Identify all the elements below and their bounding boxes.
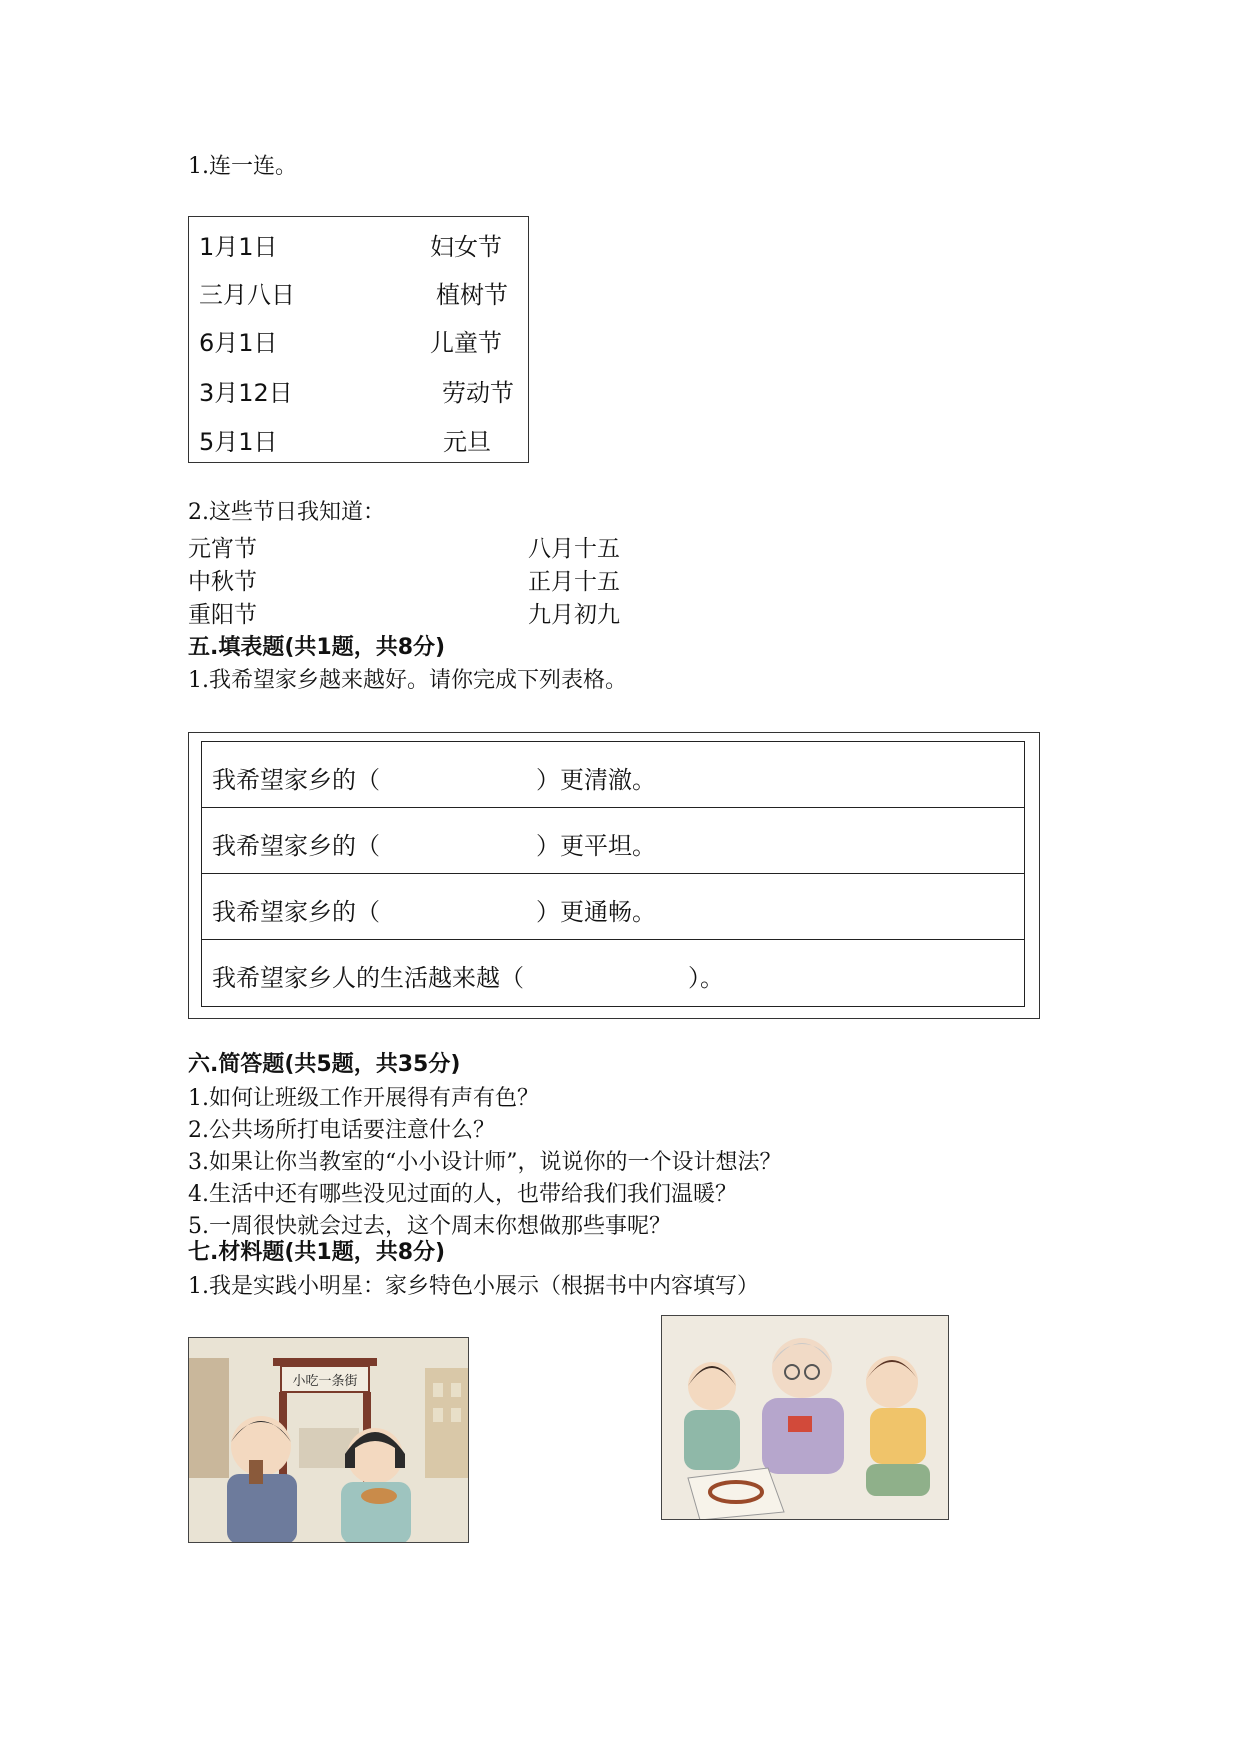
row-suffix: ）。 — [688, 964, 724, 992]
paper-cutting-illustration — [661, 1315, 949, 1520]
row-prefix: 我希望家乡的（ — [212, 898, 380, 926]
matching-row — [189, 227, 528, 261]
short-answer-question: 4.生活中还有哪些没见过面的人，也带给我们我们温暖？ — [188, 1182, 737, 1207]
matching-date: 6月1日 — [199, 329, 278, 357]
festival-name: 元宵节 — [188, 536, 257, 562]
section-heading-material: 七.材料题(共1题，共8分) — [188, 1240, 446, 1265]
fill-table-frame — [188, 732, 1040, 1019]
short-answer-question: 2.公共场所打电话要注意什么？ — [188, 1118, 495, 1143]
festival-name: 重阳节 — [188, 602, 257, 628]
festival-date: 九月初九 — [528, 602, 620, 628]
matching-festival: 劳动节 — [442, 379, 514, 407]
row-prefix: 我希望家乡人的生活越来越（ — [212, 964, 524, 992]
table-row — [202, 940, 1024, 1008]
table-row — [202, 742, 1024, 808]
row-prefix: 我希望家乡的（ — [212, 832, 380, 860]
question-festivals: 2.这些节日我知道： — [188, 500, 385, 525]
question-hometown: 1.我希望家乡越来越好。请你完成下列表格。 — [188, 668, 627, 693]
matching-festival: 元旦 — [443, 428, 491, 456]
matching-festival: 儿童节 — [430, 329, 502, 357]
matching-date: 5月1日 — [199, 428, 278, 456]
festival-name: 中秋节 — [188, 569, 257, 595]
festival-date: 正月十五 — [528, 569, 620, 595]
row-suffix: ）更清澈。 — [536, 766, 656, 794]
matching-date: 3月12日 — [199, 379, 293, 407]
section-heading-fill-table: 五.填表题(共1题，共8分) — [188, 635, 446, 660]
short-answer-question: 3.如果让你当教室的“小小设计师”，说说你的一个设计想法？ — [188, 1150, 782, 1175]
table-row — [202, 874, 1024, 940]
matching-festival: 植树节 — [436, 281, 508, 309]
short-answer-question: 1.如何让班级工作开展得有声有色？ — [188, 1086, 539, 1111]
snack-street-illustration — [188, 1337, 469, 1543]
matching-row — [189, 373, 528, 407]
question-connect: 1.连一连。 — [188, 154, 297, 179]
matching-festival: 妇女节 — [430, 233, 502, 261]
fill-table — [201, 741, 1025, 1007]
sign-text: 小吃一条街 — [292, 1374, 358, 1389]
question-practice-star: 1.我是实践小明星：家乡特色小展示（根据书中内容填写） — [188, 1274, 759, 1299]
section-heading-short-answer: 六.简答题(共5题，共35分) — [188, 1052, 461, 1077]
row-suffix: ）更通畅。 — [536, 898, 656, 926]
matching-row — [189, 323, 528, 357]
matching-row — [189, 422, 528, 456]
short-answer-question: 5.一周很快就会过去，这个周末你想做那些事呢？ — [188, 1214, 671, 1239]
row-suffix: ）更平坦。 — [536, 832, 656, 860]
festival-date: 八月十五 — [528, 536, 620, 562]
matching-box — [188, 216, 529, 463]
table-row — [202, 808, 1024, 874]
row-prefix: 我希望家乡的（ — [212, 766, 380, 794]
matching-row — [189, 275, 528, 309]
matching-date: 1月1日 — [199, 233, 278, 261]
matching-date: 三月八日 — [199, 281, 295, 309]
